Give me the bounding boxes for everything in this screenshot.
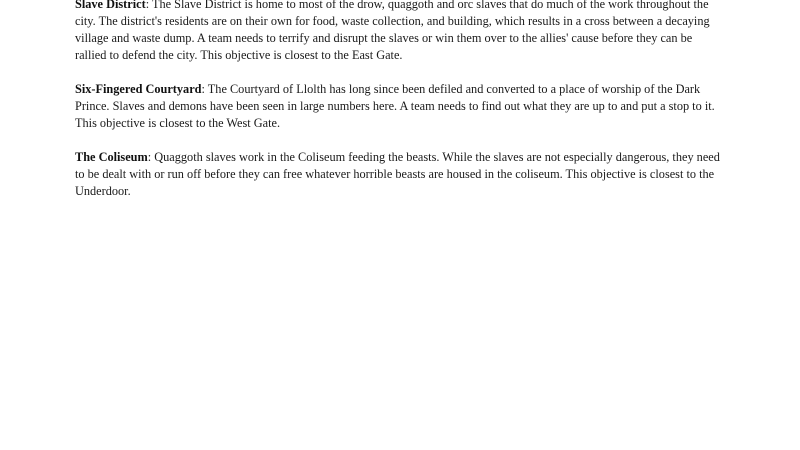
entry-six-fingered-courtyard bbox=[75, 81, 725, 132]
entry-slave-district bbox=[75, 0, 725, 64]
entry-separator: : bbox=[147, 150, 155, 164]
entry-separator: : bbox=[145, 0, 152, 11]
entry-the-coliseum bbox=[75, 149, 725, 200]
entry-title: Six-Fingered Courtyard bbox=[75, 82, 202, 96]
entry-body: Quaggoth slaves work in the Coliseum feeding the beasts. While the slaves are not especially dangerous, they need to be dealt with or run off before they can free whatever horrible beasts are housed in the coliseum. This objective is closest to the Underdoor. bbox=[75, 150, 720, 198]
entry-body: The Slave District is home to most of the drow, quaggoth and orc slaves that do much of the work throughout the city. The district's residents are on their own for food, waste collection, and building, which results in a cross between a decaying village and waste dump. A team needs to terrify and disrupt the slaves or win them over to the allies' cause before they can be rallied to defend the city. This objective is closest to the East Gate. bbox=[75, 0, 710, 62]
document-body bbox=[75, 0, 725, 217]
entry-title: The Coliseum bbox=[75, 150, 148, 164]
entry-body: The Courtyard of Llolth has long since been defiled and converted to a place of worship of the Dark Prince. Slaves and demons have been seen in large numbers here. A team needs to find out what they are up to and put a stop to it. This objective is closest to the West Gate. bbox=[75, 82, 715, 130]
entry-title: Slave District bbox=[75, 0, 146, 11]
entry-separator: : bbox=[201, 82, 208, 96]
